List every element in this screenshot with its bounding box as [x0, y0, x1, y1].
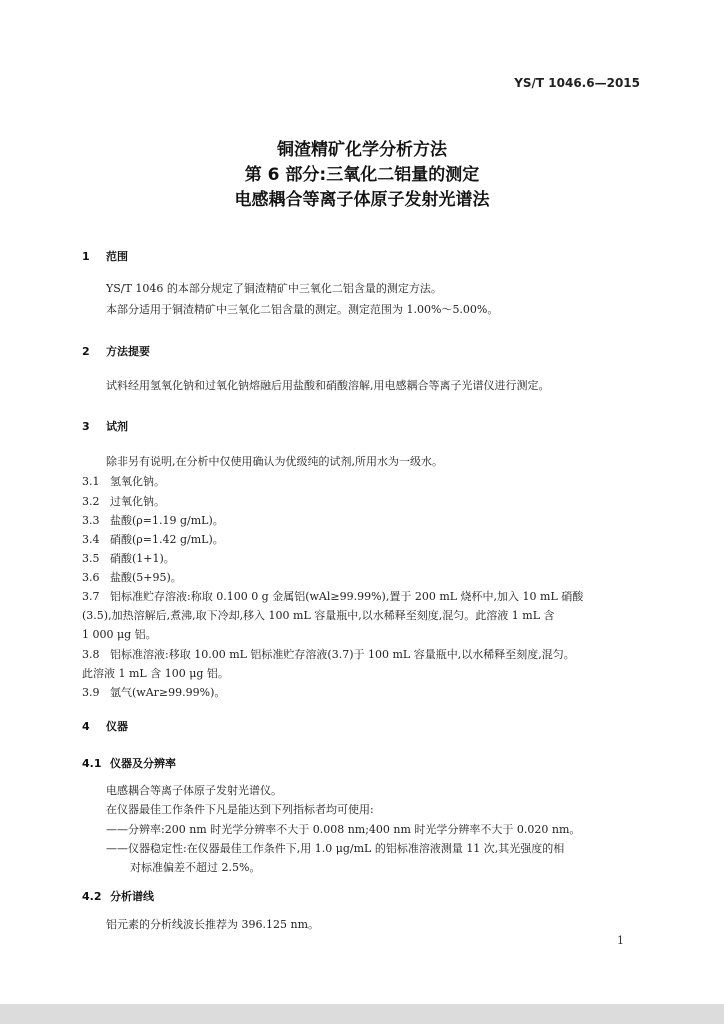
section-number: 2 — [82, 345, 90, 358]
section-2-heading — [82, 343, 150, 359]
item-number: 3.4 — [82, 533, 100, 546]
item-number: 3.8 — [82, 648, 100, 661]
section-1-heading — [82, 248, 128, 264]
title-line-2: 第 6 部分:三氧化二铝量的测定 — [244, 165, 480, 185]
dash-list-item: ——分辨率:200 nm 时光学分辨率不大于 0.008 nm;400 nm 时光学分辨率不大于 0.020 nm。 — [106, 823, 581, 836]
subsection-4-1-heading — [82, 755, 176, 771]
page-bottom-strip — [0, 1004, 724, 1024]
paragraph: 本部分适用于铜渣精矿中三氧化二铝含量的测定。测定范围为 1.00%～5.00%。 — [106, 303, 499, 316]
section-title: 试剂 — [106, 420, 128, 433]
item-continuation: (3.5),加热溶解后,煮沸,取下冷却,移入 100 mL 容量瓶中,以水稀释至刻度,混匀。此溶液 1 mL 含 — [82, 609, 555, 622]
section-4-heading — [82, 718, 128, 734]
list-item — [82, 684, 225, 700]
item-text: 过氧化钠。 — [110, 495, 165, 508]
item-number: 3.9 — [82, 686, 100, 699]
item-number: 3.6 — [82, 571, 100, 584]
subsection-number: 4.1 — [82, 757, 102, 770]
paragraph: 电感耦合等离子体原子发射光谱仪。 — [106, 784, 282, 797]
title-line-3: 电感耦合等离子体原子发射光谱法 — [234, 190, 490, 210]
list-item — [82, 473, 165, 489]
section-title: 仪器 — [106, 720, 128, 733]
list-item — [82, 512, 224, 528]
section-3-heading — [82, 418, 128, 434]
item-text: 铝标准溶液:移取 10.00 mL 铝标准贮存溶液(3.7)于 100 mL 容量瓶中,以水稀释至刻度,混匀。 — [110, 648, 575, 661]
section-number: 4 — [82, 720, 90, 733]
subsection-title: 分析谱线 — [110, 890, 154, 903]
subsection-4-2-heading — [82, 888, 154, 904]
subsection-number: 4.2 — [82, 890, 102, 903]
list-item — [82, 550, 175, 566]
list-item — [82, 569, 182, 585]
document-title — [0, 138, 724, 213]
item-number: 3.2 — [82, 495, 100, 508]
title-line-1: 铜渣精矿化学分析方法 — [277, 140, 447, 160]
page-number: 1 — [617, 934, 624, 947]
section-title: 方法提要 — [106, 345, 150, 358]
dash-list-continuation: 对标准偏差不超过 2.5%。 — [130, 861, 261, 874]
item-text: 硝酸(1+1)。 — [110, 552, 175, 565]
item-text: 氩气(wAr≥99.99%)。 — [110, 686, 226, 699]
paragraph: 在仪器最佳工作条件下凡是能达到下列指标者均可使用: — [106, 803, 374, 816]
item-continuation: 1 000 μg 铝。 — [82, 628, 157, 641]
dash-list-item: ——仪器稳定性:在仪器最佳工作条件下,用 1.0 μg/mL 的铝标准溶液测量 11 次,其光强度的相 — [106, 842, 565, 855]
section-number: 3 — [82, 420, 90, 433]
paragraph: 试料经用氢氧化钠和过氧化钠熔融后用盐酸和硝酸溶解,用电感耦合等离子光谱仪进行测定。 — [106, 379, 550, 392]
section-number: 1 — [82, 250, 90, 263]
subsection-title: 仪器及分辨率 — [110, 757, 176, 770]
paragraph: 除非另有说明,在分析中仅使用确认为优级纯的试剂,所用水为一级水。 — [106, 455, 443, 468]
item-number: 3.1 — [82, 475, 100, 488]
paragraph: 铝元素的分析线波长推荐为 396.125 nm。 — [106, 918, 319, 931]
item-continuation: 此溶液 1 mL 含 100 μg 铝。 — [82, 667, 229, 680]
list-item — [82, 493, 165, 509]
list-item — [82, 646, 575, 662]
paragraph: YS/T 1046 的本部分规定了铜渣精矿中三氧化二铝含量的测定方法。 — [106, 282, 442, 295]
section-title: 范围 — [106, 250, 128, 263]
item-text: 硝酸(ρ=1.42 g/mL)。 — [110, 533, 224, 546]
standard-code: YS/T 1046.6—2015 — [514, 76, 640, 90]
list-item — [82, 531, 224, 547]
item-text: 盐酸(ρ=1.19 g/mL)。 — [110, 514, 224, 527]
item-text: 铝标准贮存溶液:称取 0.100 0 g 金属铝(wAl≥99.99%),置于 200 mL 烧杯中,加入 10 mL 硝酸 — [110, 590, 584, 603]
item-text: 氢氧化钠。 — [110, 475, 165, 488]
item-number: 3.3 — [82, 514, 100, 527]
item-number: 3.5 — [82, 552, 100, 565]
item-text: 盐酸(5+95)。 — [110, 571, 182, 584]
item-number: 3.7 — [82, 590, 100, 603]
list-item — [82, 588, 583, 604]
